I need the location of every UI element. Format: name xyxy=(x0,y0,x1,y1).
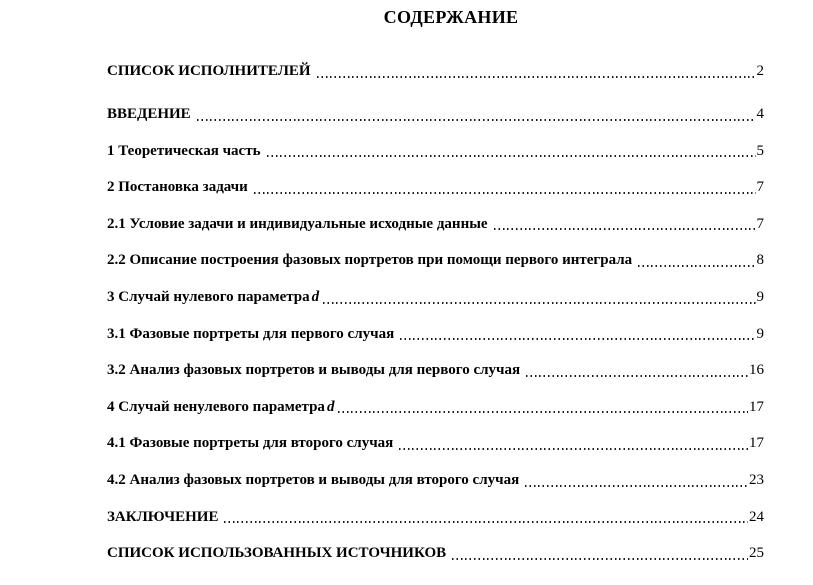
toc-page-number: 9 xyxy=(756,325,764,342)
table-of-contents xyxy=(107,53,764,572)
dot-leader xyxy=(525,485,748,487)
toc-entry[interactable] xyxy=(107,425,764,462)
toc-entry-label: 3.1 Фазовые портреты для первого случая xyxy=(107,325,395,342)
toc-page-number: 17 xyxy=(749,435,764,452)
dot-leader xyxy=(452,558,748,560)
page-title: СОДЕРЖАНИЕ xyxy=(383,7,519,27)
toc-entry[interactable] xyxy=(107,279,764,316)
toc-page-number: 8 xyxy=(756,252,764,269)
toc-page-number: 24 xyxy=(749,508,764,525)
toc-entry[interactable] xyxy=(107,133,764,170)
toc-entry-label: ВВЕДЕНИЕ xyxy=(107,106,191,123)
dot-leader xyxy=(638,265,755,267)
toc-entry-label: 4 Случай ненулевого параметра xyxy=(107,398,325,415)
toc-entry[interactable] xyxy=(107,316,764,353)
toc-page-number: 7 xyxy=(756,179,764,196)
toc-entry[interactable] xyxy=(107,206,764,243)
toc-entry[interactable] xyxy=(107,352,764,389)
toc-page-number: 25 xyxy=(749,545,764,562)
toc-page-number: 23 xyxy=(749,472,764,489)
dot-leader xyxy=(338,411,748,413)
toc-entry-label-italic: d xyxy=(326,398,335,415)
toc-entry-label: 3.2 Анализ фазовых портретов и выводы для первого случая xyxy=(107,362,521,379)
dot-leader xyxy=(400,338,755,340)
toc-entry[interactable] xyxy=(107,462,764,499)
dot-leader xyxy=(494,228,756,230)
dot-leader xyxy=(399,448,748,450)
toc-entry[interactable] xyxy=(107,535,764,572)
dot-leader xyxy=(254,192,756,194)
dot-leader xyxy=(224,521,748,523)
toc-page-number: 16 xyxy=(749,362,764,379)
toc-entry[interactable] xyxy=(107,96,764,133)
toc-page-number: 2 xyxy=(756,63,764,79)
toc-page-number: 7 xyxy=(756,215,764,232)
toc-page-number: 5 xyxy=(756,142,764,159)
toc-entry-label: 1 Теоретическая часть xyxy=(107,142,261,159)
dot-leader xyxy=(267,155,756,157)
toc-entry-label: 4.2 Анализ фазовых портретов и выводы для второго случая xyxy=(107,472,520,489)
dot-leader xyxy=(323,302,755,304)
toc-entry[interactable] xyxy=(107,499,764,536)
toc-entry-label: 2.1 Условие задачи и индивидуальные исходные данные xyxy=(107,215,488,232)
toc-entry-label: 4.1 Фазовые портреты для второго случая xyxy=(107,435,394,452)
dot-leader xyxy=(317,76,756,78)
dot-leader xyxy=(526,375,748,377)
toc-entry[interactable] xyxy=(107,53,764,90)
toc-entry[interactable] xyxy=(107,242,764,279)
toc-entry-label: 3 Случай нулевого параметра xyxy=(107,289,310,306)
toc-page-number: 9 xyxy=(756,289,764,306)
toc-entry-label: 2 Постановка задачи xyxy=(107,179,248,196)
toc-page-number: 17 xyxy=(749,398,764,415)
toc-entry-label: 2.2 Описание построения фазовых портретов при помощи первого интеграла xyxy=(107,252,633,269)
toc-entry-label-italic: d xyxy=(311,289,320,306)
toc-entry[interactable] xyxy=(107,389,764,426)
toc-page-number: 4 xyxy=(756,106,764,123)
toc-entry-label: СПИСОК ИСПОЛЬЗОВАННЫХ ИСТОЧНИКОВ xyxy=(107,545,447,562)
toc-entry-label: СПИСОК ИСПОЛНИТЕЛЕЙ xyxy=(107,63,311,79)
dot-leader xyxy=(197,119,756,121)
toc-entry[interactable] xyxy=(107,169,764,206)
toc-entry-label: ЗАКЛЮЧЕНИЕ xyxy=(107,508,219,525)
